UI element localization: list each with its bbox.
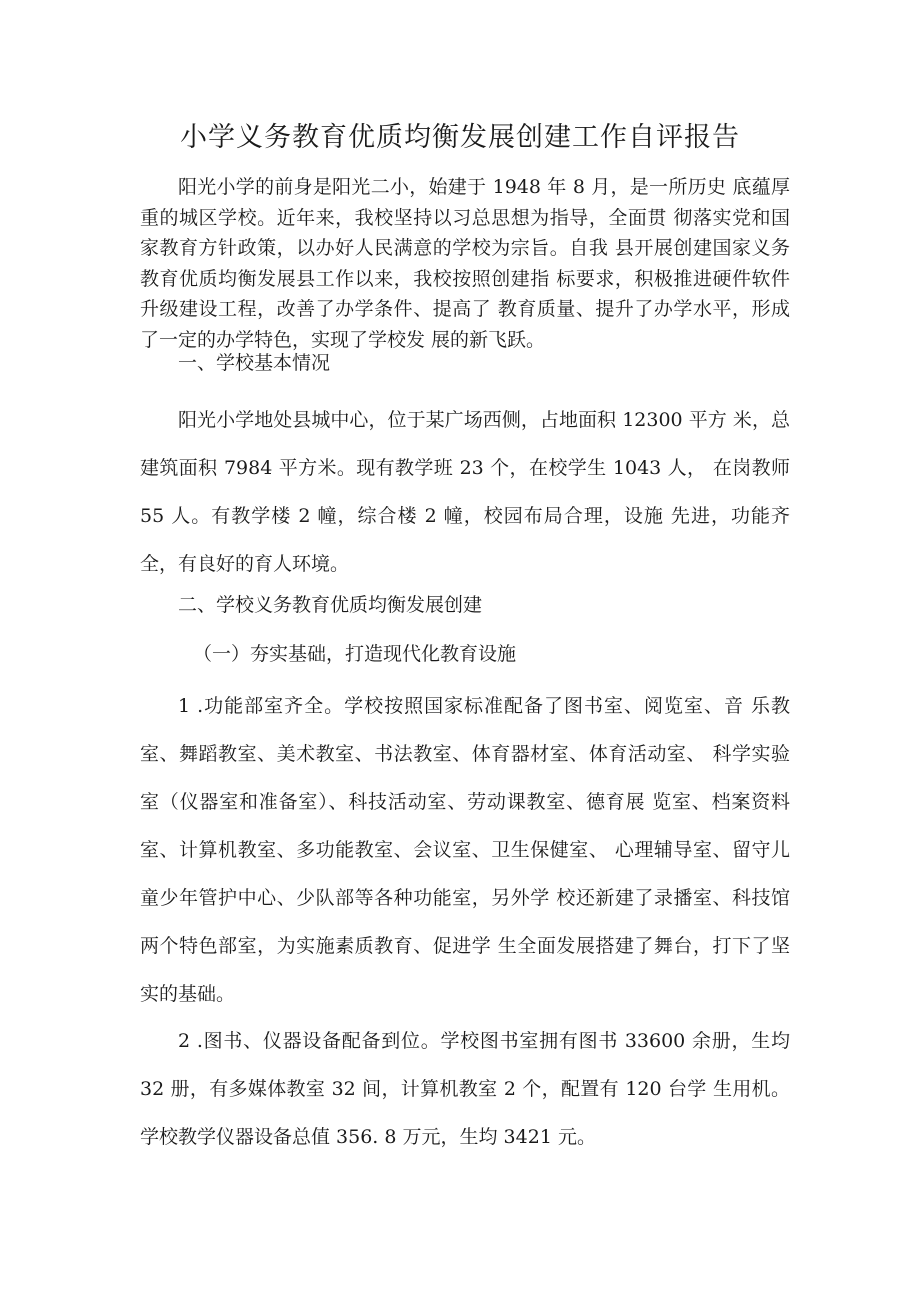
- document-title: 小学义务教育优质均衡发展创建工作自评报告: [180, 122, 740, 153]
- item-functional-rooms-paragraph: 1 .功能部室齐全。学校按照国家标准配备了图书室、阅览室、音 乐教室、舞蹈教室、美术教室、书法教室、体育器材室、体育活动室、 科学实验室（仪器室和准备室）、科技活动室、劳动课教室、德育展 览室、档案资料室、计算机教室、多功能教室、会议室、卫生保健室、 心理辅导室、留守儿童少年管护中心、少队部等各种功能室，另外学 校还新建了录播室、科技馆两个特色部室，为实施素质教育、促进学 生全面发展搭建了舞台，打下了坚实的基础。: [140, 695, 790, 1005]
- section-heading-basic-info: 一、学校基本情况: [178, 352, 331, 374]
- subsection-heading-facilities: （一）夯实基础，打造现代化教育设施: [193, 643, 517, 665]
- intro-paragraph: 阳光小学的前身是阳光二小，始建于 1948 年 8 月，是一所历史 底蕴厚重的城区学校。近年来，我校坚持以习总思想为指导，全面贯 彻落实党和国家教育方针政策，以办好人民满意的学校为宗旨。自我 县开展创建国家义务教育优质均衡发展县工作以来，我校按照创建指 标要求，积极推进硬件软件升级建设工程，改善了办学条件、提高了 教育质量、提升了办学水平，形成了一定的办学特色，实现了学校发 展的新飞跃。: [140, 176, 790, 351]
- item-books-equipment-paragraph: 2 .图书、仪器设备配备到位。学校图书室拥有图书 33600 余册，生均 32 册，有多媒体教室 32 间，计算机教室 2 个，配置有 120 台学 生用机。学校教学仪器设备总值 356. 8 万元，生均 3421 元。: [140, 1030, 790, 1148]
- section-basic-info-paragraph: 阳光小学地处县城中心，位于某广场西侧，占地面积 12300 平方 米，总建筑面积 7984 平方米。现有教学班 23 个，在校学生 1043 人， 在岗教师 55 人。有教学楼 2 幢，综合楼 2 幢，校园布局合理，设施 先进，功能齐全，有良好的育人环境。: [140, 409, 790, 575]
- section-heading-balanced-development: 二、学校义务教育优质均衡发展创建: [178, 594, 483, 616]
